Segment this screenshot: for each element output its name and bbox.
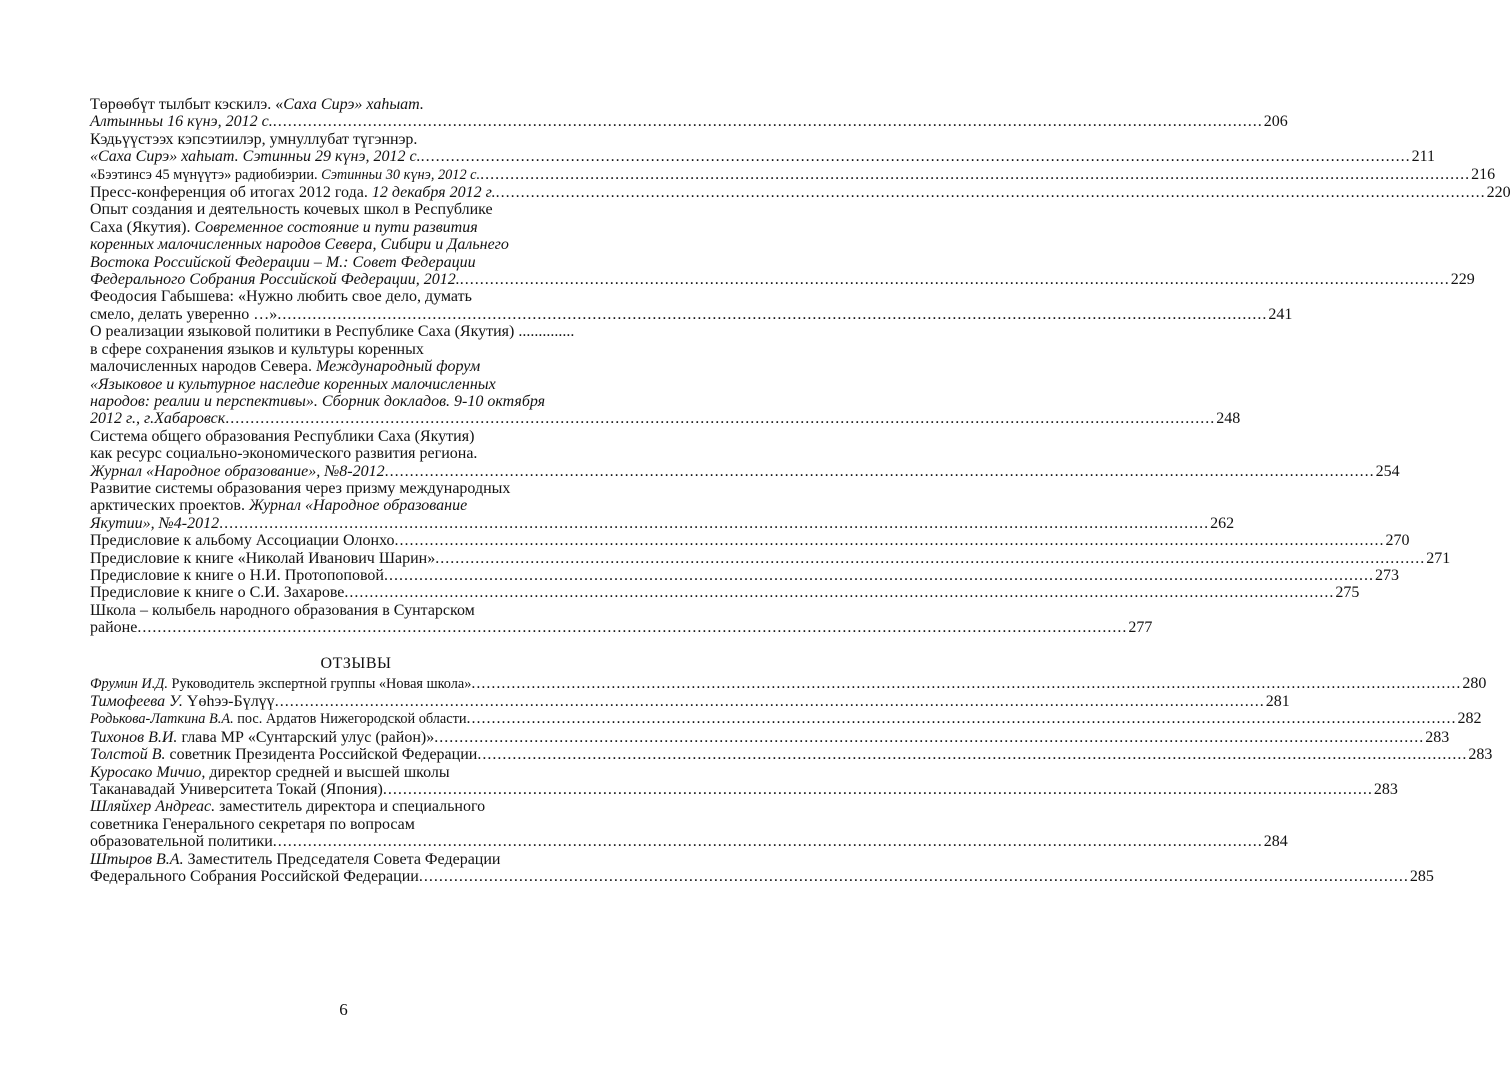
entry-title [90,166,480,184]
entry-line [90,497,622,514]
dot-leader [394,532,1384,549]
entry-title [90,584,344,601]
text-run: Сэтинньи 30 күнэ, 2012 с. [321,166,481,183]
review-entry [90,693,1290,710]
entry-page: 283 [1425,728,1450,746]
entry-title [90,271,460,288]
text-run: «Языковое и культурное наследие коренных малочисленных [90,375,496,393]
entry-leader-line [90,514,1235,532]
entry-leader-line [90,305,1293,323]
entry-title [90,693,275,710]
review-entry [90,746,1493,764]
entry-title [90,113,273,130]
text-run: районе [90,619,138,637]
entry-line [90,602,622,619]
entry-title [90,550,435,567]
text-run: Развитие системы образования через призму международных [90,479,511,497]
toc-entry [90,165,1496,184]
text-run: Куросако Мичио, [90,763,210,781]
text-run: коренных малочисленных народов Севера, Сибири и Дальнего [90,236,509,254]
text-run: О реализации языковой политики в Республике Саха (Якутия) .............. [90,323,575,341]
entry-page: 277 [1128,619,1153,637]
entry-leader-line [90,566,1399,584]
entry-title [90,619,137,636]
entry-title [90,675,471,693]
entry-title [90,868,419,885]
entry-line [90,236,622,253]
entry-title [90,710,467,728]
dot-leader [471,675,1461,692]
entry-line [90,393,622,410]
toc-entry [90,184,1511,202]
toc-entry [90,323,1241,428]
text-run: народов: реалии и перспективы». Сборник докладов. 9-10 октября [90,392,546,410]
text-run: арктических проектов. [90,497,249,515]
text-run: Толстой В. [90,746,170,764]
dot-leader [435,550,1425,567]
entry-leader-line [90,410,1241,428]
text-run: Төрөөбүт тылбыт кэскилэ. « [90,96,284,113]
toc-entry [90,549,1451,567]
page-number: 6 [339,1000,348,1019]
dot-leader [421,148,1411,165]
entry-title [90,463,385,480]
text-run: Кэдьүүстээх кэпсэтиилэр, умнуллубат түгэннэр. [90,130,418,148]
text-run: Алтынньы 16 күнэ, 2012 с. [90,113,273,131]
entry-leader-line [90,710,1482,728]
entry-line [90,851,622,868]
entry-leader-line [90,184,1511,202]
toc-entry [90,601,1153,637]
entry-line [90,445,622,462]
review-entry [90,728,1450,746]
entry-title [90,148,421,165]
entry-line [90,219,622,236]
text-run: Предисловие к книге о Н.И. Протопоповой [90,566,384,584]
text-run: директор средней и высшей школы [209,763,450,781]
dot-leader [434,729,1424,746]
dot-leader [277,306,1267,323]
text-run: «Саха Сирэ» хаһыат. Сэтинньи 29 күнэ, 2012 с. [90,148,421,166]
text-run: Пресс-конференция об итогах 2012 года. [90,184,372,202]
toc-entry [90,532,1410,550]
entry-page: 254 [1375,462,1400,480]
entry-page: 262 [1210,514,1235,532]
entry-page: 220 [1486,184,1511,202]
entry-page: 275 [1335,584,1360,602]
text-run: Тимофеева У. [90,693,187,710]
entry-page: 211 [1411,148,1435,166]
text-run: Современное состояние и пути развития [194,218,478,236]
dot-leader [137,619,1127,636]
entry-title [90,184,496,201]
dot-leader [344,584,1334,601]
text-run: Фрумин И.Д. [90,675,172,692]
text-run: Система общего образования Республики Саха (Якутия) [90,427,475,445]
text-run: Предисловие к книге о С.И. Захарове [90,584,345,602]
toc-entry [90,566,1399,584]
text-run: Востока Российской Федерации – М.: Совет Федерации [90,253,476,271]
entry-leader-line [90,165,1496,184]
dot-leader [480,166,1470,183]
text-run: Заместитель Председателя Совета Федерации [187,850,501,868]
text-run: Тихонов В.И. [90,728,182,746]
entry-line [90,201,622,218]
entry-line [90,358,622,375]
dot-leader [225,410,1215,427]
entry-page: 282 [1457,710,1482,728]
entry-line [90,428,622,445]
entry-title [90,781,383,798]
entry-line [90,376,622,393]
entry-title [90,515,219,532]
entry-title [90,306,277,323]
toc-entry [90,288,1293,323]
text-run: 12 декабря 2012 г. [371,184,496,202]
entry-page: 273 [1374,566,1399,584]
review-entry [90,763,1398,799]
entry-title [90,729,434,746]
entry-leader-line [90,584,1360,602]
dot-leader [383,781,1373,798]
entry-line [90,341,622,358]
dot-leader [477,746,1467,763]
dot-leader [385,463,1375,480]
text-run: Журнал «Народное образование», №8-2012 [90,462,385,480]
entry-page: 216 [1471,165,1496,183]
entry-title [90,532,394,549]
text-run: Опыт создания и деятельность кочевых школ в Республике [90,201,493,219]
text-run: как ресурс социально-экономического развития региона. [90,445,478,463]
section-title: ОТЗЫВЫ [320,654,392,672]
entry-leader-line [90,271,1475,289]
entry-leader-line [90,781,1398,799]
entry-line [90,798,622,815]
text-run: в сфере сохранения языков и культуры коренных [90,340,424,358]
entry-leader-line [90,674,1487,693]
entry-page: 229 [1450,271,1475,289]
entry-page: 271 [1426,549,1451,567]
text-run: образовательной политики [90,833,273,851]
review-entry [90,850,1434,886]
toc-entry [90,130,1435,166]
entry-leader-line [90,549,1451,567]
text-run: смело, делать уверенно …» [90,305,278,323]
entry-page: 248 [1216,410,1241,428]
review-entry [90,798,1288,851]
toc-entry [90,584,1360,602]
text-run: Саха (Якутия). [90,218,195,236]
entry-leader-line [90,148,1435,166]
entry-leader-line [90,868,1434,886]
entry-title [90,833,273,850]
text-run: Родькова-Латкина В.А. [90,711,238,728]
entry-page: 206 [1263,113,1288,131]
toc-entry [90,96,1288,131]
text-run: Якутии», №4-2012 [90,514,220,532]
dot-leader [273,113,1263,130]
entry-line [90,323,622,340]
entry-leader-line [90,532,1410,550]
entry-line [90,254,622,271]
text-run: малочисленных народов Севера. [90,358,317,376]
text-run: Руководитель экспертной группы «Новая школа» [171,675,472,692]
toc-entry [90,479,1235,532]
text-run: советника Генерального секретаря по вопросам [90,815,415,833]
entry-leader-line [90,728,1450,746]
entry-page: 241 [1268,305,1293,323]
toc-entry [90,427,1400,480]
entry-page: 281 [1265,693,1290,710]
text-run: Федерального Собрания Российской Федерации [90,868,419,886]
entry-page: 285 [1409,868,1434,886]
dot-leader [419,868,1409,885]
dot-leader [460,271,1450,288]
dot-leader [219,515,1209,532]
dot-leader [496,184,1486,201]
entry-leader-line [90,693,1290,710]
text-run: Таканавадай Университета Токай (Япония) [90,781,383,799]
entry-line [90,96,622,113]
entry-page: 283 [1468,746,1493,764]
dot-leader [273,833,1263,850]
text-run: Федерального Собрания Российской Федерации, 2012. [90,271,460,289]
entry-leader-line [90,462,1400,480]
entry-line [90,131,622,148]
text-run: пос. Ардатов Нижегородской области [237,711,467,728]
review-entry [90,710,1482,728]
text-run: Предисловие к книге «Николай Иванович Шарин» [90,549,436,567]
table-of-contents [90,96,1511,886]
text-run: советник Президента Российской Федерации [169,746,478,764]
entry-leader-line [90,113,1288,131]
text-run: Предисловие к альбому Ассоциации Олонхо [90,532,395,550]
review-entries [90,674,1493,886]
text-run: «Бээтинсэ 45 мүнүүтэ» радиобиэрии. [90,166,322,183]
entry-title [90,746,477,763]
entry-leader-line [90,619,1153,637]
entry-title [90,410,225,427]
entry-line [90,816,622,833]
entry-leader-line [90,746,1493,764]
text-run: Журнал «Народное образование [248,497,468,515]
text-run: Школа – колыбель народного образования в Сунтарском [90,601,475,619]
entry-page: 284 [1263,833,1288,851]
text-run: Шляйхер Андреас. [90,798,220,816]
entry-leader-line [90,833,1288,851]
text-run: заместитель директора и специального [219,798,486,816]
text-run: Международный форум [316,358,481,376]
entry-line [90,480,622,497]
entry-line [90,288,622,305]
toc-entries [90,96,1511,637]
entry-line [90,764,622,781]
text-run: глава МР «Сунтарский улус (район)» [181,728,435,746]
entry-page: 283 [1373,781,1398,799]
toc-entry [90,201,1475,289]
text-run: Саха Сирэ» хаһыат. [283,96,424,113]
text-run: 2012 г., г.Хабаровск [90,410,226,428]
text-run: Феодосия Габышева: «Нужно любить свое дело, думать [90,288,472,306]
text-run: Штыров В.А. [90,850,188,868]
review-entry [90,674,1487,693]
entry-page: 280 [1462,674,1487,692]
dot-leader [384,567,1374,584]
dot-leader [467,710,1457,727]
entry-page: 270 [1385,532,1410,550]
dot-leader [275,693,1265,710]
entry-title [90,567,384,584]
text-run: Үөһээ-Бүлүү [186,693,275,710]
